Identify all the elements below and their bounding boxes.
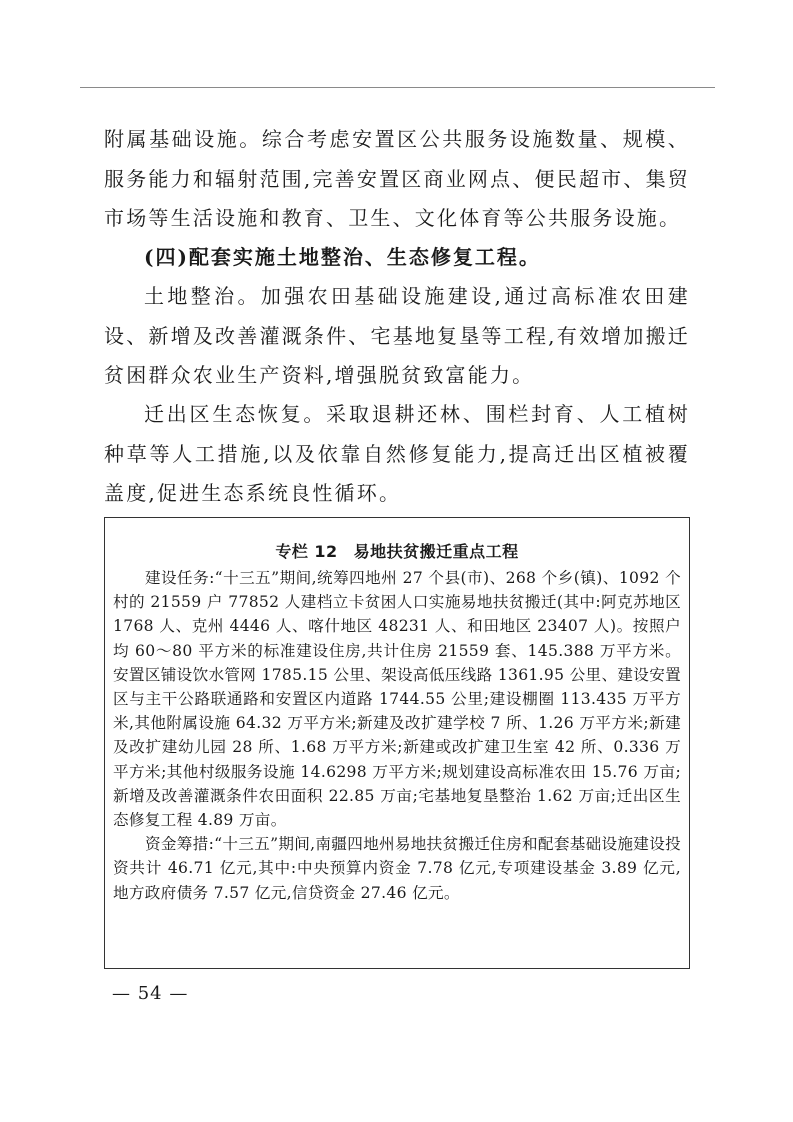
paragraph-facilities: 附属基础设施。综合考虑安置区公共服务设施数量、规模、服务能力和辐射范围,完善安置区商业网点、便民超市、集贸市场等生活设施和教育、卫生、文化体育等公共服务设施。 <box>104 127 690 230</box>
header-rule <box>80 87 715 88</box>
column-box-number: 专栏 12 <box>275 542 338 561</box>
paragraph-ecological-restoration: 迁出区生态恢复。采取退耕还林、围栏封育、人工植树种草等人工措施,以及依靠自然修复能力,提高迁出区植被覆盖度,促进生态系统良性循环。 <box>104 402 690 505</box>
column-box-funding: 资金筹措:“十三五”期间,南疆四地州易地扶贫搬迁住房和配套基础设施建设投资共计 46.71 亿元,其中:中央预算内资金 7.78 亿元,专项建设基金 3.89 亿元,地方政府债务 7.57 亿元,信贷资金 27.46 亿元。 <box>113 835 681 902</box>
column-box-title-text: 易地扶贫搬迁重点工程 <box>353 542 519 561</box>
column-box-construction-tasks: 建设任务:“十三五”期间,统筹四地州 27 个县(市)、268 个乡(镇)、1092 个村的 21559 户 77852 人建档立卡贫困人口实施易地扶贫搬迁(其中:阿克苏地区 1768 人、克州 4446 人、喀什地区 48231 人、和田地区 23407 人)。按照户均 60～80 平方米的标准建设住房,共计住房 21559 套、145.388 万平方米。安置区铺设饮水管网 1785.15 公里、架设高低压线路 1361.95 公里、建设安置区与主干公路联通路和安置区内道路 1744.55 公里;建设棚圈 113.435 万平方米,其他附属设施 64.32 万平方米;新建及改扩建学校 7 所、1.26 万平方米;新建及改扩建幼儿园 28 所、1.68 万平方米;新建或改扩建卫生室 42 所、0.336 万平方米;其他村级服务设施 14.6298 万平方米;规划建设高标准农田 15.76 万亩;新增及改善灌溉条件农田面积 22.85 万亩;宅基地复垦整治 1.62 万亩;迁出区生态修复工程 4.89 万亩。 <box>113 569 681 830</box>
paragraph-land-consolidation: 土地整治。加强农田基础设施建设,通过高标准农田建设、新增及改善灌溉条件、宅基地复垦等工程,有效增加搬迁贫困群众农业生产资料,增强脱贫致富能力。 <box>104 284 690 387</box>
section-heading-four: (四)配套实施土地整治、生态修复工程。 <box>144 245 541 269</box>
page-number: — 54 — <box>112 983 189 1004</box>
column-box <box>104 517 690 969</box>
column-box-title <box>113 540 681 564</box>
